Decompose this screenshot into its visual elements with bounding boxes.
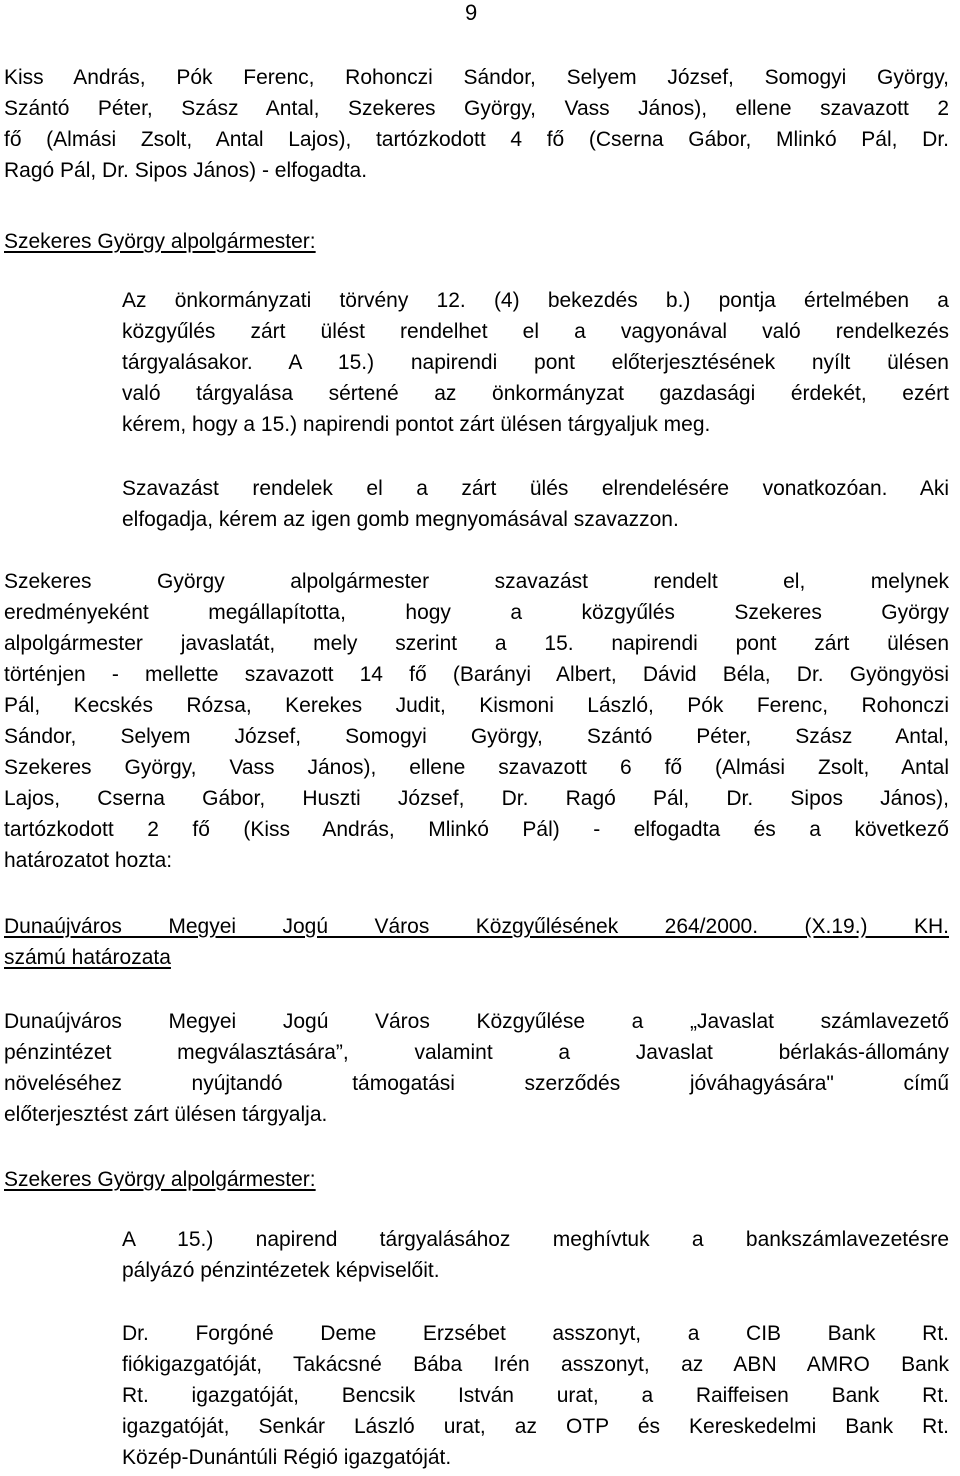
text-line: Szántó Péter, Szász Antal, Szekeres György, Vass János), ellene szavazott 2 bbox=[4, 97, 949, 120]
text-line: eredményeként megállapította, hogy a közgyűlés Szekeres György bbox=[4, 601, 949, 624]
speaker-name: Szekeres György alpolgármester: bbox=[4, 1168, 316, 1191]
text-line: Pál, Kecskés Rózsa, Kerekes Judit, Kismoni László, Pók Ferenc, Rohonczi bbox=[4, 694, 949, 717]
text-line: fő (Almási Zsolt, Antal Lajos), tartózkodott 4 fő (Cserna Gábor, Mlinkó Pál, Dr. bbox=[4, 128, 949, 151]
speaker-heading-1 bbox=[4, 226, 949, 257]
text-line: Sándor, Selyem József, Somogyi György, Szántó Péter, Szász Antal, bbox=[4, 725, 949, 748]
text-line: határozatot hozta: bbox=[4, 849, 173, 872]
vote-paragraph-1 bbox=[4, 62, 949, 186]
speech-4 bbox=[122, 1318, 949, 1473]
text-line: Dunaújváros Megyei Jogú Város Közgyűlése a „Javaslat számlavezető bbox=[4, 1010, 949, 1033]
text-line: A 15.) napirend tárgyalásához meghívtuk a bankszámlavezetésre bbox=[122, 1228, 949, 1251]
resolution-title-line: Dunaújváros Megyei Jogú Város Közgyűlésének 264/2000. (X.19.) KH. bbox=[4, 915, 949, 938]
resolution-heading bbox=[4, 911, 949, 973]
speaker-name: Szekeres György alpolgármester: bbox=[4, 230, 316, 253]
text-line: való tárgyalása sértené az önkormányzat gazdasági érdekét, ezért bbox=[122, 382, 949, 405]
text-line: kérem, hogy a 15.) napirendi pontot zárt ülésen tárgyaljuk meg. bbox=[122, 413, 711, 436]
text-line: növeléséhez nyújtandó támogatási szerződés jóváhagyására" című bbox=[4, 1072, 949, 1095]
text-line: alpolgármester javaslatát, mely szerint a 15. napirendi pont zárt ülésen bbox=[4, 632, 949, 655]
page-number: 9 bbox=[465, 0, 478, 25]
text-line: tartózkodott 2 fő (Kiss András, Mlinkó Pál) - elfogadta és a következő bbox=[4, 818, 949, 841]
text-line: Szekeres György, Vass János), ellene szavazott 6 fő (Almási Zsolt, Antal bbox=[4, 756, 949, 779]
text-line: Lajos, Cserna Gábor, Huszti József, Dr. Ragó Pál, Dr. Sipos János), bbox=[4, 787, 949, 810]
text-line: Szekeres György alpolgármester szavazást rendelt el, melynek bbox=[4, 570, 949, 593]
text-line: igazgatóját, Senkár László urat, az OTP és Kereskedelmi Bank Rt. bbox=[122, 1415, 949, 1438]
text-line: előterjesztést zárt ülésen tárgyalja. bbox=[4, 1103, 328, 1126]
text-line: fiókigazgatóját, Takácsné Bába Irén asszonyt, az ABN AMRO Bank bbox=[122, 1353, 949, 1376]
text-line: pályázó pénzintézetek képviselőit. bbox=[122, 1259, 440, 1282]
speech-1 bbox=[122, 285, 949, 440]
speech-3 bbox=[122, 1224, 949, 1286]
text-line: pénzintézet megválasztására”, valamint a Javaslat bérlakás-állomány bbox=[4, 1041, 949, 1064]
text-line: közgyűlés zárt ülést rendelhet el a vagyonával való rendelkezés bbox=[122, 320, 949, 343]
text-line: Kiss András, Pók Ferenc, Rohonczi Sándor, Selyem József, Somogyi György, bbox=[4, 66, 949, 89]
speaker-heading-2 bbox=[4, 1164, 949, 1195]
text-line: történjen - mellette szavazott 14 fő (Barányi Albert, Dávid Béla, Dr. Gyöngyösi bbox=[4, 663, 949, 686]
resolution-text bbox=[4, 1006, 949, 1130]
text-line: Rt. igazgatóját, Bencsik István urat, a Raiffeisen Bank Rt. bbox=[122, 1384, 949, 1407]
resolution-title-line: számú határozata bbox=[4, 946, 171, 969]
text-line: Ragó Pál, Dr. Sipos János) - elfogadta. bbox=[4, 159, 368, 182]
text-line: Dr. Forgóné Deme Erzsébet asszonyt, a CIB Bank Rt. bbox=[122, 1322, 949, 1345]
text-line: Közép-Dunántúli Régió igazgatóját. bbox=[122, 1446, 452, 1469]
text-line: elfogadja, kérem az igen gomb megnyomásával szavazzon. bbox=[122, 508, 679, 531]
speech-2 bbox=[122, 473, 949, 535]
text-line: Az önkormányzati törvény 12. (4) bekezdés b.) pontja értelmében a bbox=[122, 289, 949, 312]
text-line: tárgyalásakor. A 15.) napirendi pont előterjesztésének nyílt ülésen bbox=[122, 351, 949, 374]
text-line: Szavazást rendelek el a zárt ülés elrendelésére vonatkozóan. Aki bbox=[122, 477, 949, 500]
vote-paragraph-2 bbox=[4, 566, 949, 876]
